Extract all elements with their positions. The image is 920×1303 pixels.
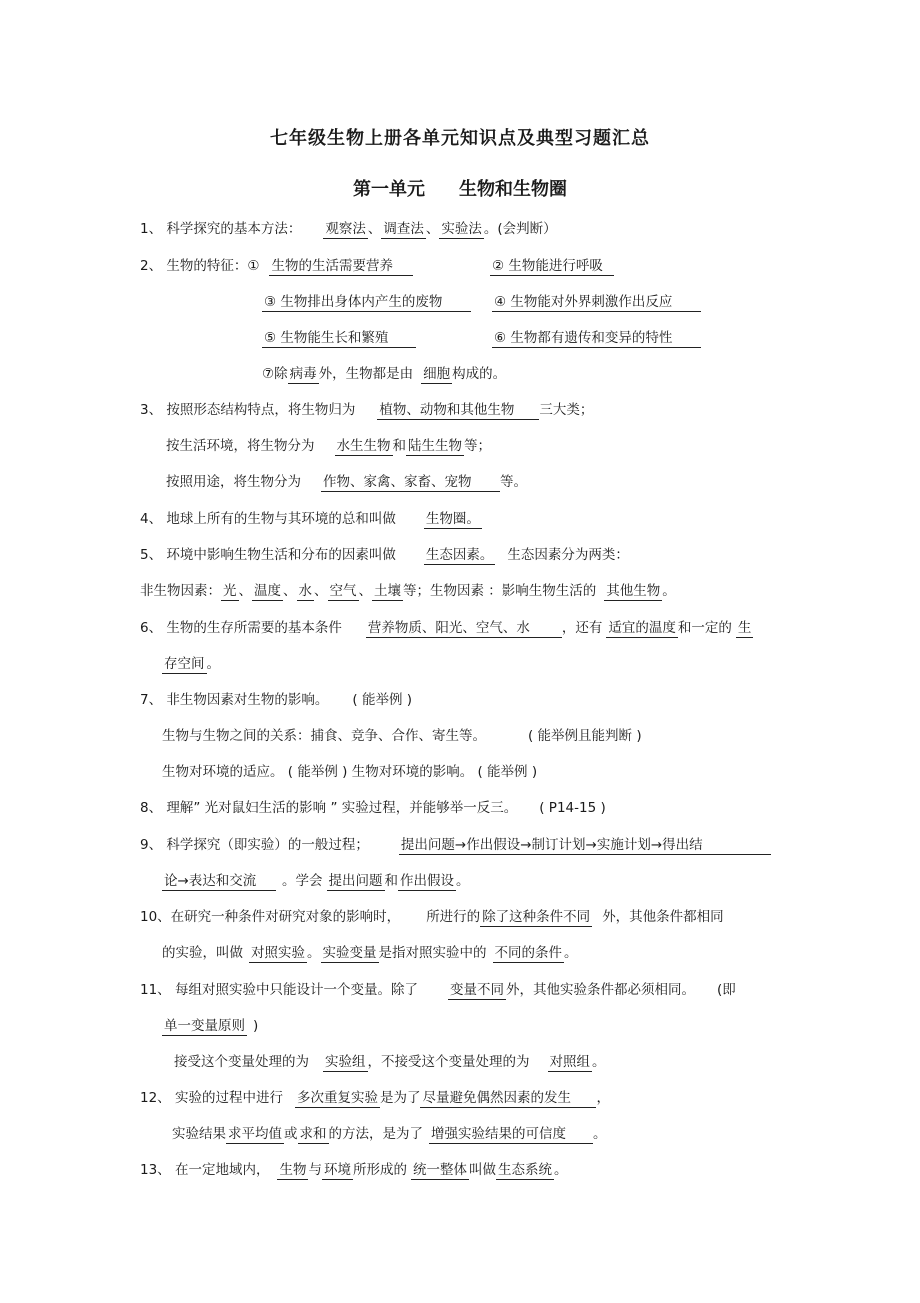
answer: 变量不同 (449, 982, 504, 998)
text: 是指对照实验中的 (378, 945, 487, 961)
text: 按照用途，将生物分为 (166, 474, 301, 490)
text: 。 (456, 873, 470, 889)
answer: 实验变量 (322, 945, 377, 961)
text: 1、 科学探究的基本方法： (140, 221, 302, 237)
item-5 (140, 545, 629, 565)
answer: ⑤ 生物能生长和繁殖 (262, 330, 416, 348)
answer: 生物 (279, 1162, 307, 1178)
text: 5、 环境中影响生物生活和分布的因素叫做 (140, 547, 396, 563)
text: 。 (206, 656, 220, 672)
item-2-d (492, 292, 701, 312)
answer: 陆生生物 (408, 438, 462, 454)
answer: 温度 (254, 583, 281, 599)
item-13 (140, 1160, 567, 1180)
answer: 求平均值 (228, 1126, 282, 1142)
answer: 生态系统 (497, 1162, 552, 1178)
item-7-c (162, 762, 537, 782)
text: 外，其他实验条件都必须相同。 (505, 982, 695, 998)
text: 和一定的 (677, 620, 732, 636)
answer: 土壤 (374, 583, 401, 599)
text: 等； (464, 438, 491, 454)
text: 2、 生物的特征：① (140, 258, 260, 274)
text: 的方法，是为了 (328, 1126, 423, 1142)
text: 。 (553, 1162, 568, 1178)
text: 。 (662, 583, 676, 599)
item-2-e (262, 328, 416, 348)
note: (即 (716, 982, 736, 998)
item-9-b (162, 871, 470, 891)
text: 或 (284, 1126, 298, 1142)
page-title: 七年级生物上册各单元知识点及典型习题汇总 (270, 128, 650, 149)
unit-name: 生物和生物圈 (459, 179, 567, 200)
item-3-b (166, 436, 491, 456)
item-2-b (490, 256, 614, 276)
answer: 营养物质、阳光、空气、水 (366, 620, 562, 638)
answer: 水生生物 (336, 438, 391, 454)
text: ) (253, 1018, 259, 1034)
text: 10、在研究一种条件对研究对象的影响时， (140, 909, 401, 925)
item-2 (140, 256, 413, 276)
text: 所进行的 (426, 909, 481, 925)
item-6 (140, 618, 753, 638)
text: 、 (367, 221, 382, 237)
text: ⑦除 (262, 366, 288, 382)
text: 。(会判断） (483, 221, 557, 237)
text: 等。 (500, 474, 527, 490)
answer: 提出问题 (328, 873, 383, 889)
answer: 其他生物 (606, 583, 661, 599)
text: 非生物因素： (140, 583, 221, 599)
text: 与 (308, 1162, 322, 1178)
answer: 作物、家禽、家畜、宠物 (321, 474, 500, 492)
answer: 适宜的温度 (608, 620, 676, 636)
item-10-b (162, 943, 578, 963)
answer: 存空间 (164, 656, 205, 672)
item-5-b (140, 581, 676, 601)
item-2-f (492, 328, 701, 348)
answer: 作出假设 (400, 873, 454, 889)
text: 按生活环境，将生物分为 (166, 438, 315, 454)
item-3 (140, 400, 593, 420)
text: 、 (425, 221, 440, 237)
answer: 环境 (323, 1162, 351, 1178)
text: 所形成的 (352, 1162, 407, 1178)
text: 9、 科学探究（即实验）的一般过程； (140, 837, 369, 853)
unit-heading (0, 175, 920, 201)
answer: 多次重复实验 (296, 1090, 378, 1106)
answer: 调查法 (383, 221, 424, 237)
text: 是为了 (379, 1090, 421, 1106)
text: 叫做 (468, 1162, 496, 1178)
text: 、 (314, 583, 328, 599)
text: 。 (592, 1054, 606, 1070)
answer: ② 生物能进行呼吸 (490, 258, 614, 276)
item-8 (140, 798, 606, 818)
text: ，还有 (561, 620, 603, 636)
text: 、 (283, 583, 297, 599)
item-7 (140, 690, 412, 710)
answer: 尽量避免偶然因素的发生 (420, 1090, 596, 1108)
answer: ③ 生物排出身体内产生的废物 (262, 294, 471, 312)
answer: 实验组 (325, 1054, 366, 1070)
item-12 (140, 1088, 610, 1108)
answer: 对照组 (549, 1054, 590, 1070)
note: ( P14-15 ) (539, 800, 606, 816)
answer: 单一变量原则 (164, 1018, 245, 1034)
text: 三大类； (539, 402, 594, 418)
item-11-c (174, 1052, 606, 1072)
answer: 细胞 (423, 366, 451, 382)
text: 12、 实验的过程中进行 (140, 1090, 283, 1106)
answer: 生物的生活需要营养 (269, 258, 413, 276)
text: 外，其他条件都相同 (602, 909, 724, 925)
note: ( 能举例且能判断 ) (528, 728, 642, 744)
item-11 (140, 980, 736, 1000)
answer: 生态因素。 (425, 547, 494, 563)
answer: 空气 (329, 583, 357, 599)
text: 实验结果 (172, 1126, 226, 1142)
note: ( 能举例 ) (352, 692, 413, 708)
text: 、 (358, 583, 372, 599)
unit-label: 第一单元 (353, 179, 425, 200)
item-3-c (166, 472, 527, 492)
answer: 病毒 (289, 366, 317, 382)
item-6-b (162, 654, 220, 674)
text: 。 (307, 945, 321, 961)
text: 生态因素分为两类： (507, 547, 629, 563)
answer: 增强实验结果的可信度 (429, 1126, 593, 1144)
text: 。 (564, 945, 578, 961)
item-1 (140, 219, 557, 239)
text: 的实验，叫做 (162, 945, 243, 961)
answer: 水 (298, 583, 312, 599)
text: 7、 非生物因素对生物的影响。 (140, 692, 329, 708)
text: 接受这个变量处理的为 (174, 1054, 309, 1070)
text: ，不接受这个变量处理的为 (367, 1054, 530, 1070)
text: 构成的。 (452, 366, 507, 382)
answer: 论→表达和交流 (162, 873, 276, 891)
answer: 生物圈。 (425, 511, 480, 527)
item-11-b (162, 1016, 258, 1036)
answer: 生 (737, 620, 752, 636)
text: 8、 理解” 光对鼠妇生活的影响 ” 实验过程，并能够举一反三。 (140, 800, 518, 816)
answer: 不同的条件 (494, 945, 562, 961)
answer: ④ 生物能对外界刺激作出反应 (492, 294, 701, 312)
item-4 (140, 509, 482, 529)
item-7-b (162, 726, 642, 746)
text: 3、 按照形态结构特点，将生物归为 (140, 402, 356, 418)
item-2-c (262, 292, 471, 312)
item-2-g (262, 364, 506, 384)
answer: 提出问题→作出假设→制订计划→实施计划→得出结 (399, 837, 771, 855)
answer: ⑥ 生物都有遗传和变异的特性 (492, 330, 701, 348)
text: 生物对环境的适应。 ( 能举例 ) 生物对环境的影响。 ( 能举例 ) (162, 764, 538, 780)
answer: 对照实验 (251, 945, 305, 961)
text: ， (596, 1090, 610, 1106)
answer: 光 (223, 583, 237, 599)
text: 外，生物都是由 (318, 366, 414, 382)
text: 和 (392, 438, 406, 454)
answer: 求和 (299, 1126, 327, 1142)
text: 生物与生物之间的关系：捕食、竞争、合作、寄生等。 (162, 728, 486, 744)
item-12-b (172, 1124, 607, 1144)
answer: 统一整体 (412, 1162, 467, 1178)
answer: 植物、动物和其他生物 (377, 402, 539, 420)
text: 13、 在一定地域内， (140, 1162, 270, 1178)
answer: 观察法 (325, 221, 366, 237)
text: 和 (384, 873, 398, 889)
answer: 除了这种条件不同 (482, 909, 591, 925)
item-9 (140, 835, 771, 855)
text: 。学会 (282, 873, 323, 889)
text: 、 (238, 583, 252, 599)
text: 。 (593, 1126, 607, 1142)
text: 等；生物因素 ：影响生物生活的 (403, 583, 597, 599)
text: 4、 地球上所有的生物与其环境的总和叫做 (140, 511, 396, 527)
answer: 实验法 (441, 221, 482, 237)
text: 11、 每组对照实验中只能设计一个变量。除了 (140, 982, 418, 998)
text: 6、 生物的生存所需要的基本条件 (140, 620, 342, 636)
item-10 (140, 907, 724, 927)
